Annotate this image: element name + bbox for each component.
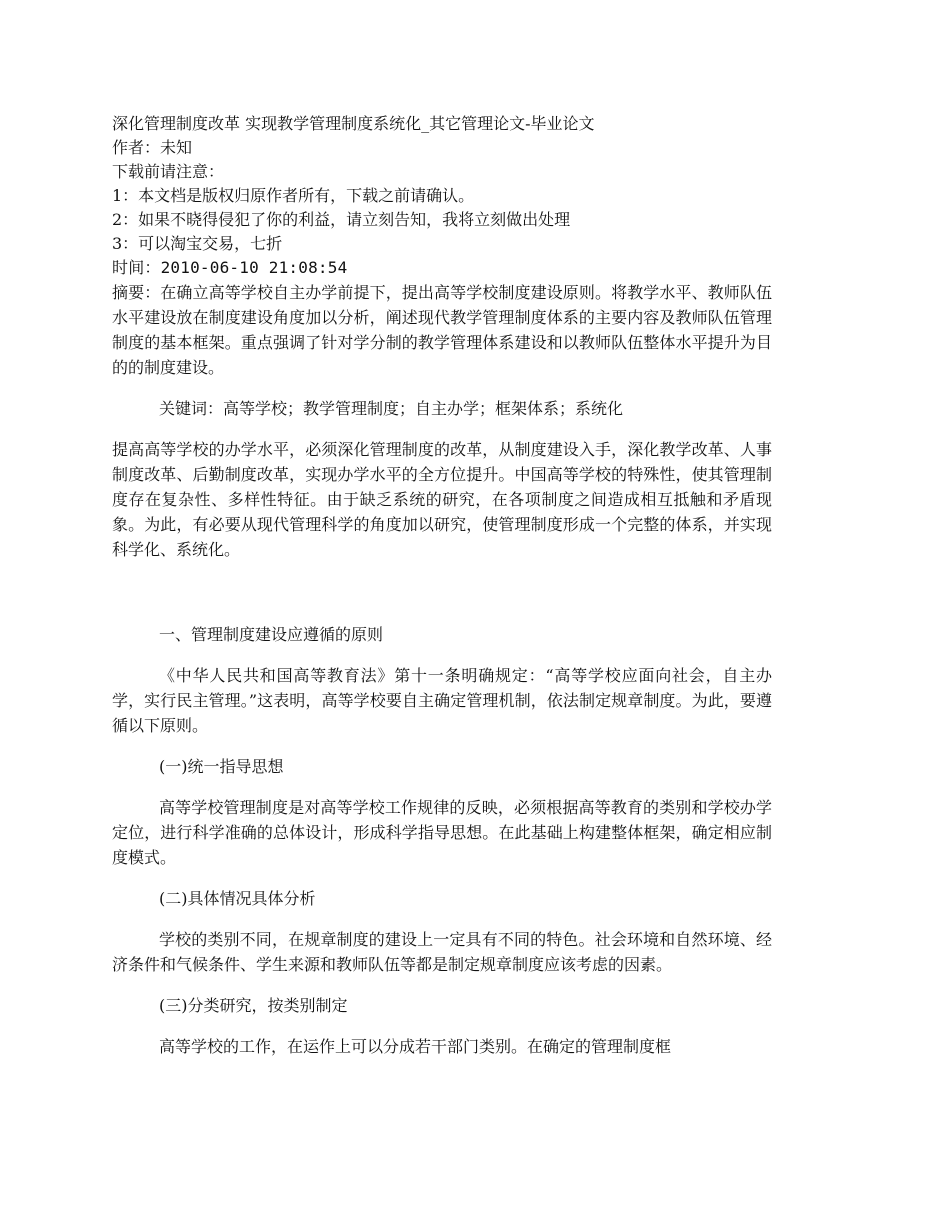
document-page	[112, 112, 772, 1059]
author-line: 作者：未知	[112, 138, 193, 157]
notice-heading: 下载前请注意：	[112, 162, 225, 181]
body-paragraph: 高等学校管理制度是对高等学校工作规律的反映，必须根据高等教育的类别和学校办学定位，进行科学准确的总体设计，形成科学指导思想。在此基础上构建整体框架，确定相应制度模式。	[112, 798, 772, 867]
notice-item: 3：可以淘宝交易，七折	[112, 234, 283, 253]
body-paragraph: 高等学校的工作，在运作上可以分成若干部门类别。在确定的管理制度框	[159, 1037, 672, 1056]
subsection-heading: (二)具体情况具体分析	[159, 889, 316, 908]
subsection-heading: (三)分类研究，按类别制定	[159, 996, 348, 1015]
intro-paragraph: 提高高等学校的办学水平，必须深化管理制度的改革，从制度建设入手，深化教学改革、人事制度改革、后勤制度改革，实现办学水平的全方位提升。中国高等学校的特殊性，使其管理制度存在复杂性、多样性特征。由于缺乏系统的研究，在各项制度之间造成相互抵触和矛盾现象。为此，有必要从现代管理科学的角度加以研究，使管理制度形成一个完整的体系，并实现科学化、系统化。	[112, 440, 772, 559]
timestamp: 时间：2010-06-10 21:08:54	[112, 258, 348, 277]
document-title: 深化管理制度改革 实现教学管理制度系统化_其它管理论文-毕业论文	[112, 114, 595, 133]
body-paragraph: 《中华人民共和国高等教育法》第十一条明确规定：“高等学校应面向社会，自主办学，实行民主管理。”这表明，高等学校要自主确定管理机制，依法制定规章制度。为此，要遵循以下原则。	[112, 666, 772, 735]
notice-item: 2：如果不晓得侵犯了你的利益，请立刻告知，我将立刻做出处理	[112, 210, 571, 229]
body-paragraph: 学校的类别不同，在规章制度的建设上一定具有不同的特色。社会环境和自然环境、经济条件和气候条件、学生来源和教师队伍等都是制定规章制度应该考虑的因素。	[112, 930, 772, 974]
notice-item: 1：本文档是版权归原作者所有，下载之前请确认。	[112, 186, 475, 205]
section-heading: 一、管理制度建设应遵循的原则	[159, 625, 384, 644]
subsection-heading: (一)统一指导思想	[159, 757, 284, 776]
abstract: 摘要：在确立高等学校自主办学前提下，提出高等学校制度建设原则。将教学水平、教师队伍水平建设放在制度建设角度加以分析，阐述现代教学管理制度体系的主要内容及教师队伍管理制度的基本框架。重点强调了针对学分制的教学管理体系建设和以教师队伍整体水平提升为目的的制度建设。	[112, 283, 772, 377]
keywords: 关键词：高等学校；教学管理制度；自主办学；框架体系；系统化	[159, 399, 624, 418]
